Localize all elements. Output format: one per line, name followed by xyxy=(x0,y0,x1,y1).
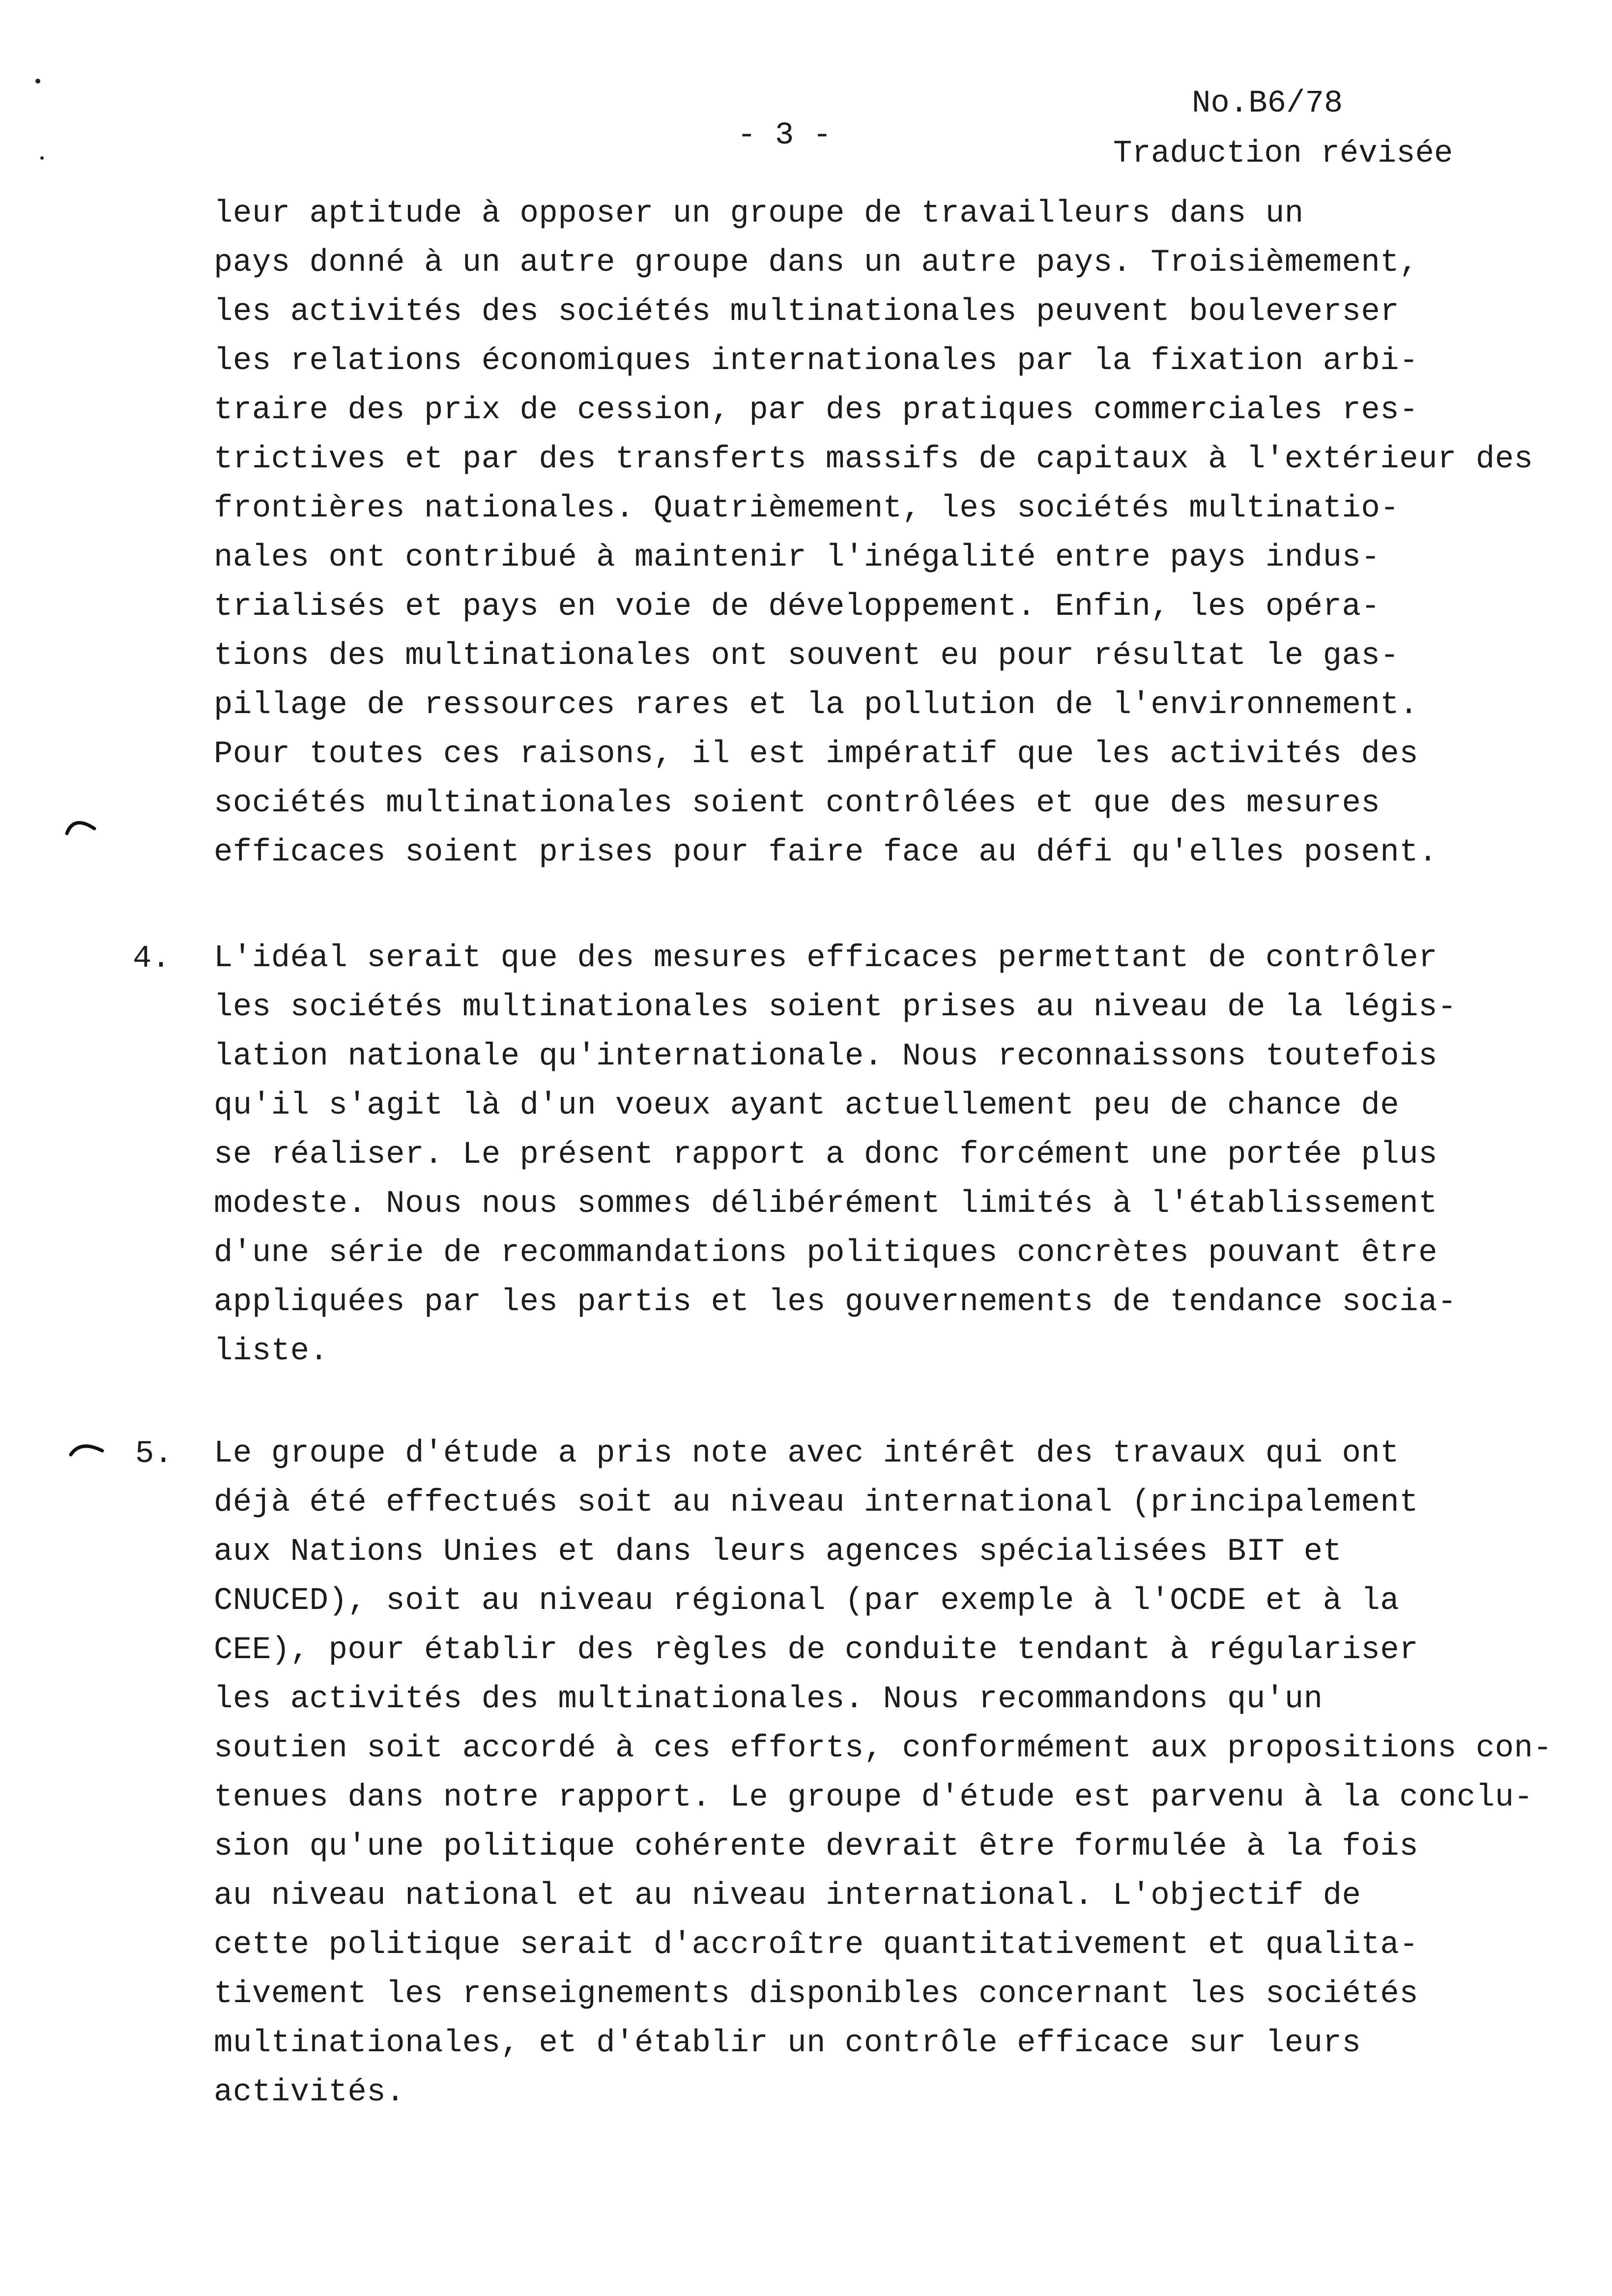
text-line: au niveau national et au niveau international. L'objectif de xyxy=(214,1878,1361,1914)
text-line: trictives et par des transferts massifs de capitaux à l'extérieur des xyxy=(214,442,1533,477)
text-line: qu'il s'agit là d'un voeux ayant actuellement peu de chance de xyxy=(214,1088,1400,1123)
text-line: Pour toutes ces raisons, il est impératif que les activités des xyxy=(214,737,1419,772)
text-line: d'une série de recommandations politiques concrètes pouvant être xyxy=(214,1235,1438,1271)
text-line: aux Nations Unies et dans leurs agences spécialisées BIT et xyxy=(214,1534,1342,1570)
text-line: déjà été effectués soit au niveau international (principalement xyxy=(214,1485,1419,1521)
text-line: sion qu'une politique cohérente devrait être formulée à la fois xyxy=(214,1829,1419,1865)
text-line: liste. xyxy=(214,1334,329,1369)
text-line: nales ont contribué à maintenir l'inégalité entre pays indus- xyxy=(214,540,1381,575)
margin-mark-icon xyxy=(68,1435,107,1464)
text-line: tions des multinationales ont souvent eu pour résultat le gas- xyxy=(214,638,1400,674)
text-line: CNUCED), soit au niveau régional (par exemple à l'OCDE et à la xyxy=(214,1583,1400,1619)
punch-hole-mark xyxy=(35,79,40,84)
text-line: sociétés multinationales soient contrôlées et que des mesures xyxy=(214,786,1381,821)
translation-label: Traduction révisée xyxy=(1113,136,1453,172)
paragraph-number: 5. xyxy=(135,1436,173,1472)
text-line: leur aptitude à opposer un groupe de travailleurs dans un xyxy=(214,196,1304,231)
text-line: L'idéal serait que des mesures efficaces permettant de contrôler xyxy=(214,941,1438,976)
text-line: soutien soit accordé à ces efforts, conformément aux propositions con- xyxy=(214,1731,1553,1766)
paragraph-number: 4. xyxy=(133,941,171,976)
text-line: les relations économiques internationales par la fixation arbi- xyxy=(214,344,1419,379)
text-line: CEE), pour établir des règles de conduite tendant à régulariser xyxy=(214,1633,1419,1668)
text-line: multinationales, et d'établir un contrôle efficace sur leurs xyxy=(214,2026,1361,2061)
document-reference: No.B6/78 xyxy=(1192,86,1343,121)
text-line: les sociétés multinationales soient prises au niveau de la légis- xyxy=(214,990,1457,1025)
text-line: efficaces soient prises pour faire face au défi qu'elles posent. xyxy=(214,835,1438,870)
text-line: appliquées par les partis et les gouvernements de tendance socia- xyxy=(214,1285,1457,1320)
text-line: pillage de ressources rares et la pollution de l'environnement. xyxy=(214,688,1419,723)
text-line: pays donné à un autre groupe dans un autre pays. Troisièmement, xyxy=(214,245,1419,281)
text-line: trialisés et pays en voie de développement. Enfin, les opéra- xyxy=(214,589,1381,625)
page-number: - 3 - xyxy=(737,118,832,153)
text-line: activités. xyxy=(214,2075,405,2110)
punch-hole-mark xyxy=(40,156,44,160)
text-line: tivement les renseignements disponibles concernant les sociétés xyxy=(214,1977,1419,2012)
margin-mark-icon xyxy=(64,811,103,840)
text-line: modeste. Nous nous sommes délibérément limités à l'établissement xyxy=(214,1186,1438,1222)
text-line: lation nationale qu'internationale. Nous reconnaissons toutefois xyxy=(214,1039,1438,1074)
text-line: cette politique serait d'accroître quantitativement et qualita- xyxy=(214,1927,1419,1963)
text-line: traire des prix de cession, par des pratiques commerciales res- xyxy=(214,393,1419,428)
text-line: les activités des sociétés multinationales peuvent bouleverser xyxy=(214,294,1400,330)
text-line: Le groupe d'étude a pris note avec intérêt des travaux qui ont xyxy=(214,1436,1400,1471)
text-line: tenues dans notre rapport. Le groupe d'étude est parvenu à la conclu- xyxy=(214,1780,1533,1815)
text-line: les activités des multinationales. Nous recommandons qu'un xyxy=(214,1682,1323,1717)
text-line: frontières nationales. Quatrièmement, les sociétés multinatio- xyxy=(214,491,1400,526)
text-line: se réaliser. Le présent rapport a donc forcément une portée plus xyxy=(214,1137,1438,1173)
